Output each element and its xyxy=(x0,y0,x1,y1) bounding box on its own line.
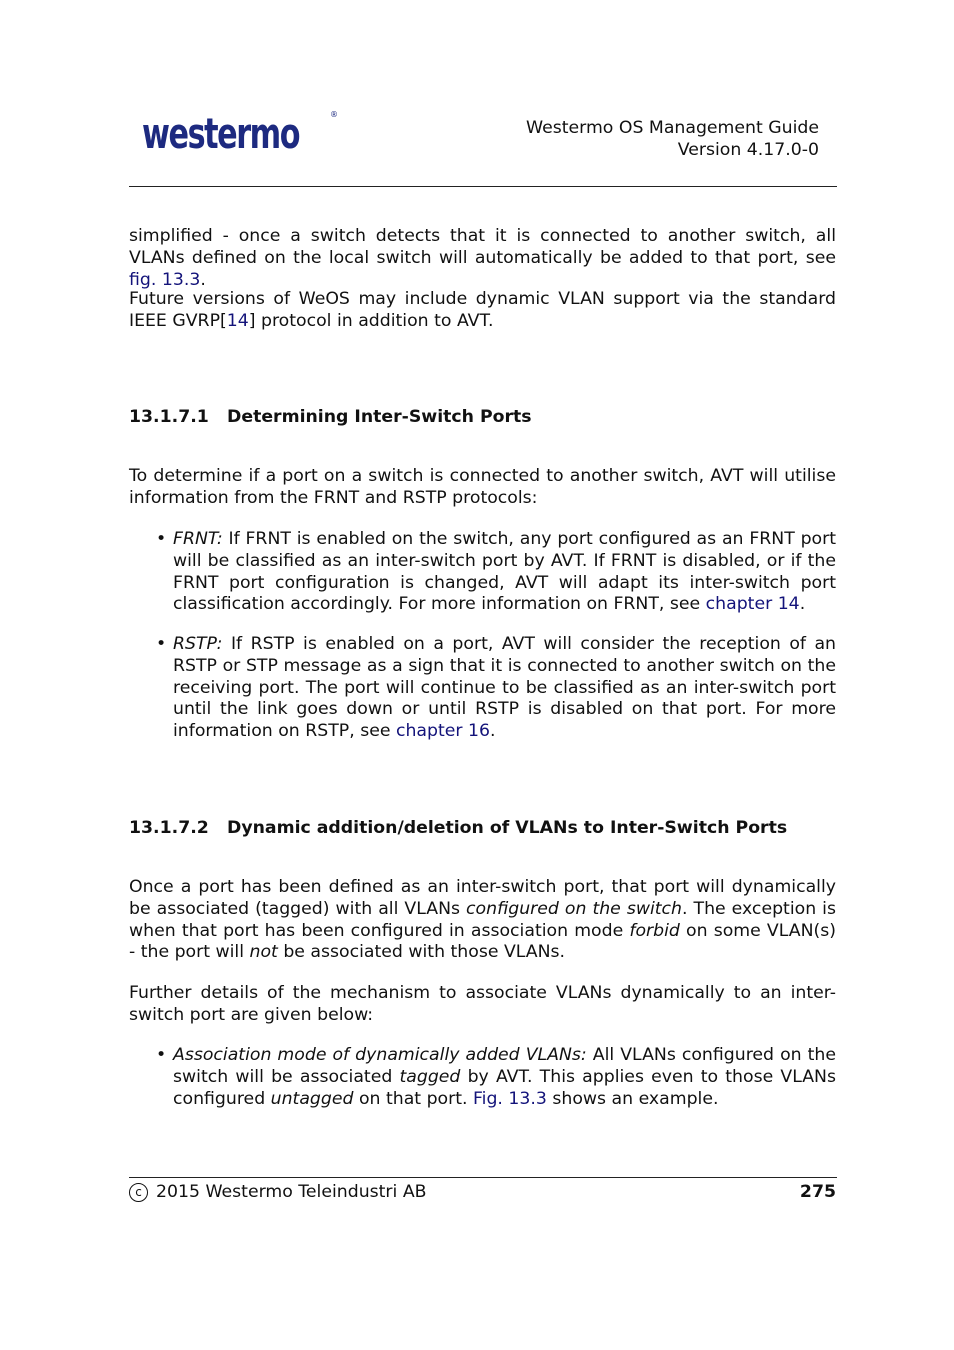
paragraph-continued: simplified - once a switch detects that it is connected to another switch, all VLANs defined on the local switch will automatically be added to that port, see fig. 13.3. xyxy=(129,226,836,290)
copyright-text: 2015 Westermo Teleindustri AB xyxy=(156,1182,427,1202)
paragraph-future-versions: Future versions of WeOS may include dynamic VLAN support via the standard IEEE GVRP[14] protocol in addition to AVT. xyxy=(129,289,836,331)
section-heading-13-1-7-1 xyxy=(129,406,836,428)
running-header xyxy=(526,117,819,161)
section-heading-13-1-7-2 xyxy=(129,817,836,839)
footer-rule xyxy=(129,1177,837,1178)
chapter-14-link[interactable]: chapter 14 xyxy=(705,594,800,615)
fig-13-3-link[interactable]: fig. 13.3 xyxy=(129,269,201,290)
reference-14-link[interactable]: 14 xyxy=(226,310,249,331)
page-number: 275 xyxy=(799,1182,836,1202)
bullet: • xyxy=(156,529,167,549)
bullet-list-protocols-2 xyxy=(129,634,836,743)
section-number: 13.1.7.1 xyxy=(129,407,209,427)
section-title: Dynamic addition/deletion of VLANs to Inter-Switch Ports xyxy=(227,818,788,838)
section-number: 13.1.7.2 xyxy=(129,818,209,838)
paragraph-once-defined: Once a port has been defined as an inter-switch port, that port will dynamically be associated (tagged) with all VLANs configured on the switch. The exception is when that port has been configured in association mode forbid on some VLAN(s) - the port will not be associated with those VLANs. xyxy=(129,877,836,963)
copyright-icon: c xyxy=(129,1183,148,1202)
logo-wordmark: westermo xyxy=(142,109,300,158)
bullet: • xyxy=(156,1045,167,1065)
bullet: • xyxy=(156,634,167,654)
bullet-list-mechanism xyxy=(129,1045,836,1110)
fig-13-3-link-2[interactable]: Fig. 13.3 xyxy=(472,1088,547,1109)
header-rule xyxy=(129,186,837,187)
section-title: Determining Inter-Switch Ports xyxy=(227,407,532,427)
paragraph-determine: To determine if a port on a switch is connected to another switch, AVT will utilise information from the FRNT and RSTP protocols: xyxy=(129,466,836,508)
guide-title: Westermo OS Management Guide xyxy=(526,118,819,138)
paragraph-further-details: Further details of the mechanism to associate VLANs dynamically to an inter-switch port are given below: xyxy=(129,983,836,1025)
list-item-frnt: • FRNT: If FRNT is enabled on the switch, any port configured as an FRNT port will be classified as an inter-switch port by AVT. If FRNT is disabled, or if the FRNT port configuration is changed, AVT will adapt its inter-switch port classification accordingly. For more information on FRNT, see chapter 14. xyxy=(156,529,836,615)
guide-version: Version 4.17.0-0 xyxy=(677,140,819,160)
bullet-list-protocols xyxy=(129,529,836,616)
list-item-rstp: • RSTP: If RSTP is enabled on a port, AVT will consider the reception of an RSTP or STP message as a sign that it is connected to another switch on the receiving port. The port will continue to be classified as an inter-switch port until the link goes down or until RSTP is disabled on that port. For more information on RSTP, see chapter 16. xyxy=(156,634,836,742)
footer-copyright xyxy=(129,1181,427,1203)
list-item-association-mode: • Association mode of dynamically added VLANs: All VLANs configured on the switch will be associated tagged by AVT. This applies even to those VLANs configured untagged on that port. Fig. 13.3 shows an example. xyxy=(156,1045,836,1109)
chapter-16-link[interactable]: chapter 16 xyxy=(395,721,490,742)
westermo-logo xyxy=(139,110,339,158)
registered-mark: ® xyxy=(330,110,338,119)
